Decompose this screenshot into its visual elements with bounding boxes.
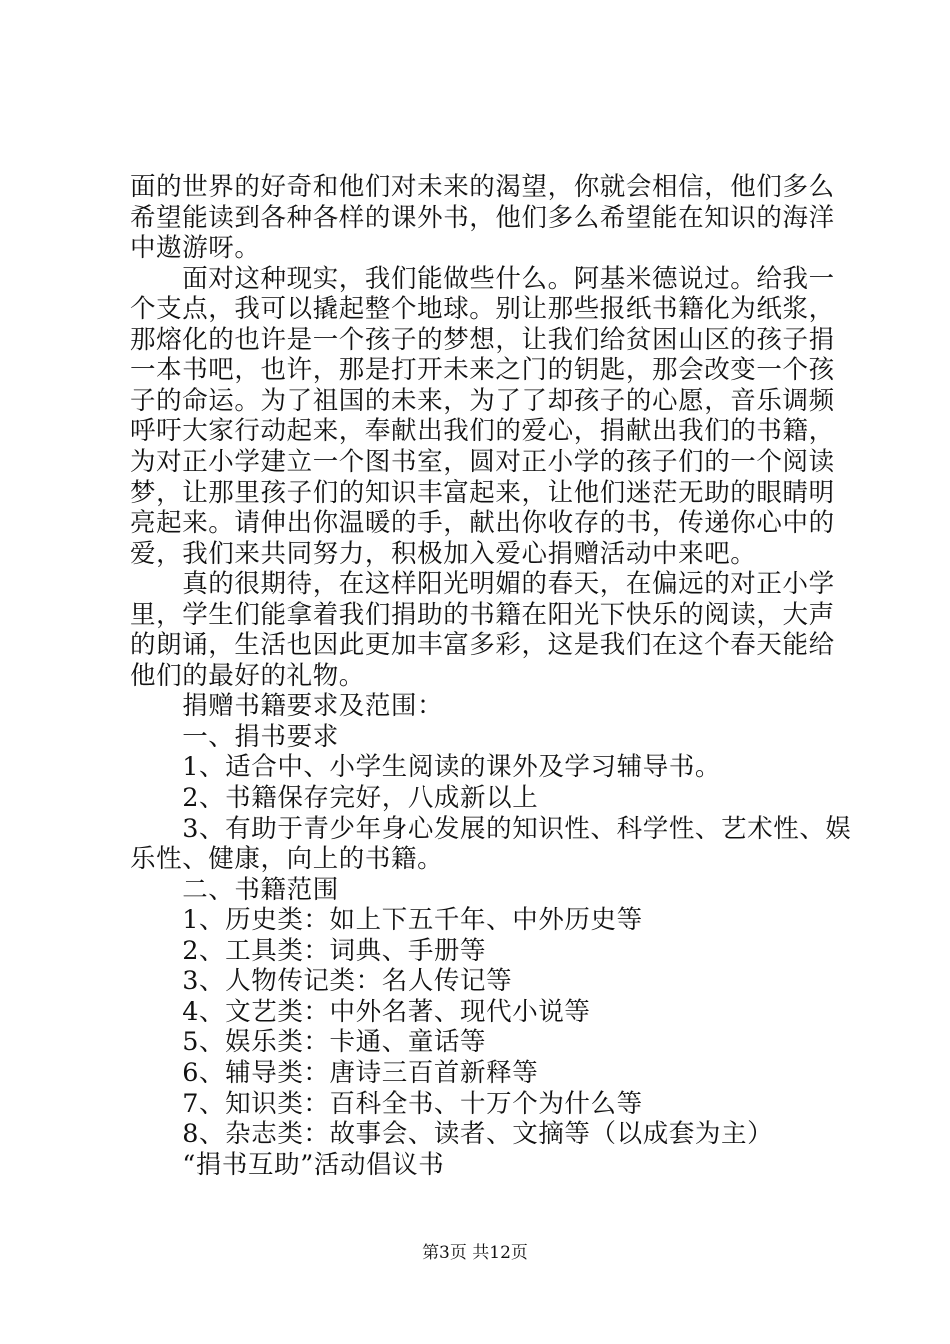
text-line: 3、人物传记类：名人传记等 — [130, 966, 513, 997]
text-line: 2、工具类：词典、手册等 — [130, 935, 487, 966]
text-line: 子的命运。为了祖国的未来，为了了却孩子的心愿，音乐调频 — [130, 385, 835, 416]
text-line: 2、书籍保存完好，八成新以上 — [130, 783, 539, 813]
text-line: 那熔化的也许是一个孩子的梦想，让我们给贫困山区的孩子捐 — [130, 324, 835, 355]
text-line: 呼吁大家行动起来，奉献出我们的爱心，捐献出我们的书籍， — [130, 416, 835, 447]
text-line: 他们的最好的礼物。 — [130, 660, 365, 691]
text-line: 面对这种现实，我们能做些什么。阿基米德说过。给我一 — [130, 263, 835, 294]
text-line: 为对正小学建立一个图书室，圆对正小学的孩子们的一个阅读 — [130, 446, 835, 477]
text-line: 一本书吧，也许，那是打开未来之门的钥匙，那会改变一个孩 — [130, 355, 835, 386]
page-footer: 第3页 共12页 — [422, 1243, 528, 1263]
text-line: 7、知识类：百科全书、十万个为什么等 — [130, 1088, 643, 1119]
text-line: 8、杂志类：故事会、读者、文摘等（以成套为主） — [130, 1119, 774, 1150]
text-line: 1、适合中、小学生阅读的课外及学习辅导书。 — [130, 752, 722, 783]
text-line: 个支点，我可以撬起整个地球。别让那些报纸书籍化为纸浆， — [130, 294, 835, 325]
text-line: 亮起来。请伸出你温暖的手，献出你收存的书，传递你心中的 — [130, 508, 835, 539]
text-line: 一、捐书要求 — [130, 721, 339, 752]
text-line: 二、书籍范围 — [130, 874, 339, 905]
text-line: 梦，让那里孩子们的知识丰富起来，让他们迷茫无助的眼睛明 — [130, 477, 835, 508]
text-line: 乐性、健康，向上的书籍。 — [130, 844, 444, 875]
text-line: 捐赠书籍要求及范围： — [130, 691, 444, 722]
text-line: “捐书互助”活动倡议书 — [130, 1149, 445, 1180]
text-line: 爱，我们来共同努力，积极加入爱心捐赠活动中来吧。 — [130, 538, 757, 569]
text-line: 1、历史类：如上下五千年、中外历史等 — [130, 905, 643, 936]
text-line: 6、辅导类：唐诗三百首新释等 — [130, 1057, 539, 1088]
text-line: 的朗诵，生活也因此更加丰富多彩，这是我们在这个春天能给 — [130, 630, 835, 661]
text-line: 希望能读到各种各样的课外书，他们多么希望能在知识的海洋 — [130, 202, 835, 233]
text-line: 真的很期待，在这样阳光明媚的春天，在偏远的对正小学 — [130, 569, 835, 600]
text-line: 3、有助于青少年身心发展的知识性、科学性、艺术性、娱 — [130, 813, 852, 844]
text-line: 5、娱乐类：卡通、童话等 — [130, 1027, 487, 1058]
text-line: 里，学生们能拿着我们捐助的书籍在阳光下快乐的阅读，大声 — [130, 599, 835, 630]
text-line: 中遨游呀。 — [130, 233, 261, 264]
text-line: 4、文艺类：中外名著、现代小说等 — [130, 996, 591, 1027]
text-line: 面的世界的好奇和他们对未来的渴望，你就会相信，他们多么 — [130, 172, 835, 202]
